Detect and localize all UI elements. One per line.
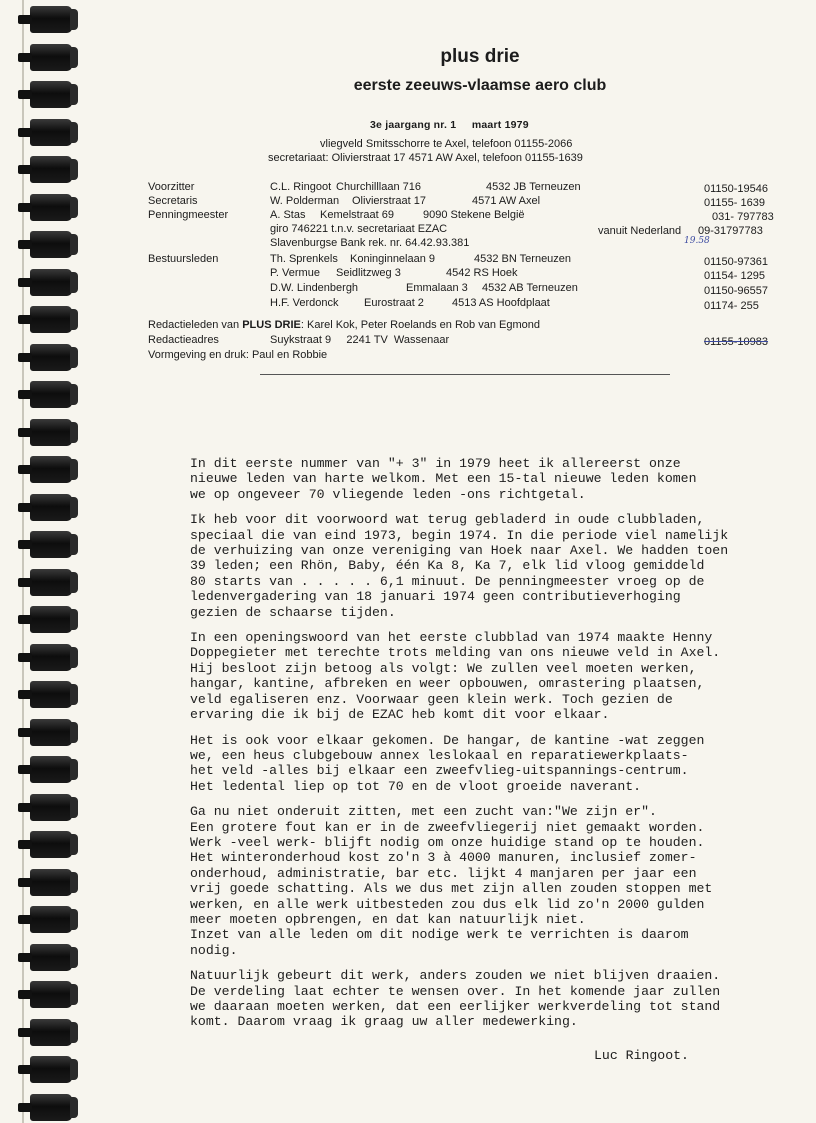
board-name: A. Stas bbox=[270, 209, 306, 221]
letter-paragraph: Het is ook voor elkaar gekomen. De hangar, de kantine -wat zeggen we, een heus clubgebouw annex leslokaal en reparatiewerkplaats- het veld -alles bij elkaar een zweefvlieg-uitspannings-centrum. Het ledental liep op tot 70 en de vloot groeide naverant. bbox=[190, 732, 705, 794]
binding-ring bbox=[30, 906, 72, 933]
signature: Luc Ringoot. bbox=[594, 1048, 689, 1063]
board-phone: 031- 797783 bbox=[712, 211, 774, 223]
editorial-members bbox=[148, 319, 540, 331]
member-phone: 01174- 255 bbox=[704, 300, 759, 312]
binding-ring bbox=[30, 944, 72, 971]
binding-ring bbox=[30, 681, 72, 708]
binding-ring bbox=[30, 156, 72, 183]
member-street: Eurostraat 2 bbox=[364, 297, 424, 309]
bank-line: Slavenburgse Bank rek. nr. 64.42.93.381 bbox=[270, 237, 470, 249]
member-name: H.F. Verdonck bbox=[270, 297, 339, 309]
binding-ring bbox=[30, 831, 72, 858]
editorial-label: Redactieleden van bbox=[148, 319, 240, 331]
binding-ring bbox=[30, 981, 72, 1008]
editorial-address: Suykstraat 9 2241 TV Wassenaar bbox=[270, 334, 450, 346]
design-value: Paul en Robbie bbox=[251, 349, 328, 361]
binding-ring bbox=[30, 306, 72, 333]
board-zip: 4571 AW Axel bbox=[472, 195, 541, 207]
member-phone: 01154- 1295 bbox=[704, 270, 765, 282]
binding-ring bbox=[30, 1056, 72, 1083]
members-label: Bestuursleden bbox=[148, 253, 219, 265]
binding-ring bbox=[30, 1019, 72, 1046]
binding-ring bbox=[30, 494, 72, 521]
board-phone: 01150-19546 bbox=[704, 183, 769, 195]
foreign-label: vanuit Nederland bbox=[598, 225, 682, 237]
binding-ring bbox=[30, 119, 72, 146]
binding-ring bbox=[30, 569, 72, 596]
foreword-letter bbox=[190, 456, 750, 1040]
design-credit bbox=[148, 349, 327, 361]
binding-ring bbox=[30, 344, 72, 371]
binding-ring bbox=[30, 44, 72, 71]
binding-ring bbox=[30, 381, 72, 408]
board-name: W. Polderman bbox=[270, 195, 340, 207]
board-phone: 01155- 1639 bbox=[704, 197, 765, 209]
member-name: Th. Sprenkels bbox=[270, 253, 338, 265]
header-divider bbox=[260, 374, 670, 375]
member-street: Koninginnelaan 9 bbox=[350, 253, 436, 265]
letter-paragraph: Ik heb voor dit voorwoord wat terug gebladerd in oude clubbladen, speciaal die van eind 1973, begin 1974. In die periode viel namelijk de verhuizing van onze vereniging van Hoek naar Axel. We hadden toen 39 leden; een Rhön, Baby, één Ka 8, Ka 7, elk lid vloog gemiddeld 80 starts van . . . . . 6,1 minuut. De penningmeester vroeg op de ledenvergadering van 18 januari 1974 geen contributieverhoging gezien de schaarse tijden. bbox=[190, 512, 729, 620]
binding-ring bbox=[30, 269, 72, 296]
binding-ring bbox=[30, 6, 72, 33]
member-street: Seidlitzweg 3 bbox=[336, 267, 401, 279]
member-street: Emmalaan 3 bbox=[406, 282, 468, 294]
board-role: Voorzitter bbox=[148, 181, 195, 193]
member-phone: 01150-97361 bbox=[704, 256, 769, 268]
design-label: Vormgeving en druk: bbox=[148, 349, 249, 361]
board-name: C.L. Ringoot bbox=[270, 181, 332, 193]
giro-line: giro 746221 t.n.v. secretariaat EZAC bbox=[270, 223, 448, 235]
spiral-binding bbox=[0, 0, 80, 1123]
binding-ring bbox=[30, 869, 72, 896]
member-zip: 4532 BN Terneuzen bbox=[474, 253, 572, 265]
member-zip: 4532 AB Terneuzen bbox=[482, 282, 578, 294]
club-name: eerste zeeuws-vlaamse aero club bbox=[353, 77, 607, 94]
letter-paragraph: In een openingswoord van het eerste clubblad van 1974 maakte Henny Doppegieter met terechte trots melding van ons nieuwe veld in Axel. Hij besloot zijn betoog als volgt: We zullen veel moeten werken, hangar, kantine, afbreken en weer opbouwen, omrastering plaatsen, veld egaliseren enz. Voorwaar geen klein werk. Toch gezien de ervaring die ik bij de EZAC heb komt dit voor elkaar. bbox=[190, 630, 721, 723]
member-zip: 4542 RS Hoek bbox=[446, 267, 518, 279]
binding-ring bbox=[30, 756, 72, 783]
binding-ring bbox=[30, 419, 72, 446]
board-zip: 4532 JB Terneuzen bbox=[486, 181, 581, 193]
board-role: Penningmeester bbox=[148, 209, 229, 221]
binding-ring bbox=[30, 81, 72, 108]
binding-ring bbox=[30, 231, 72, 258]
member-name: P. Vermue bbox=[270, 267, 320, 279]
issue-info: 3e jaargang nr. 1 maart 1979 bbox=[370, 119, 529, 131]
letter-paragraph: Natuurlijk gebeurt dit werk, anders zouden we niet blijven draaien. De verdeling laat echter te wensen over. In het komende jaar zullen we daaraan moeten werken, dat een eerlijker werkverdeling tot stand komt. Daarom vraag ik graag uw aller medewerking. bbox=[190, 968, 721, 1030]
binding-ring bbox=[30, 794, 72, 821]
magazine-title: plus drie bbox=[440, 46, 520, 67]
editorial-address-label: Redactieadres bbox=[148, 334, 219, 346]
foreign-phone: 09-31797783 bbox=[698, 225, 763, 237]
board-street: Kemelstraat 69 bbox=[320, 209, 394, 221]
magazine-name: PLUS DRIE bbox=[242, 319, 301, 331]
binding-ring bbox=[30, 456, 72, 483]
handwritten-note: 19.58 bbox=[684, 236, 710, 246]
secretariat-address: secretariaat: Olivierstraat 17 4571 AW Axel, telefoon 01155-1639 bbox=[268, 152, 583, 164]
letter-paragraph: Ga nu niet onderuit zitten, met een zucht van:"We zijn er". Een grotere fout kan er in de zweefvliegerij niet gemaakt worden. Werk -veel werk- blijft nodig om onze huidige stand op te houden. Het winteronderhoud kost zo'n 3 à 4000 manuren, inclusief zomer- onderhoud, administratie, bar etc. lijkt 4 manjaren per jaar een vrij goede schatting. Als we dus met zijn allen zouden stoppen met werken, en alle werk uitbesteden zou dus elk lid zo'n 2000 gulden meer moeten opbrengen, en dat kan natuurlijk niet. Inzet van alle leden om dit nodige werk te verrichten is daarom nodig. bbox=[190, 804, 713, 958]
board-street: Olivierstraat 17 bbox=[352, 195, 426, 207]
letter-paragraph: In dit eerste nummer van "+ 3" in 1979 heet ik allereerst onze nieuwe leden van harte welkom. Met een 15-tal nieuwe leden komen we op ongeveer 70 vliegende leden -ons richtgetal. bbox=[190, 456, 697, 502]
board-role: Secretaris bbox=[148, 195, 198, 207]
binding-ring bbox=[30, 644, 72, 671]
member-name: D.W. Lindenbergh bbox=[270, 282, 359, 294]
binding-ring bbox=[30, 194, 72, 221]
editorial-members-value: : Karel Kok, Peter Roelands en Rob van Egmond bbox=[300, 319, 540, 331]
binding-ring bbox=[30, 719, 72, 746]
binding-ring bbox=[30, 1094, 72, 1121]
member-zip: 4513 AS Hoofdplaat bbox=[452, 297, 550, 309]
airfield-address: vliegveld Smitsschorre te Axel, telefoon 01155-2066 bbox=[320, 138, 573, 150]
member-phone: 01150-96557 bbox=[704, 285, 769, 297]
binding-ring bbox=[30, 531, 72, 558]
binding-ring bbox=[30, 606, 72, 633]
board-zip: 9090 Stekene België bbox=[423, 209, 525, 221]
editorial-phone: 01155-10983 bbox=[704, 336, 769, 348]
board-street: Churchilllaan 716 bbox=[336, 181, 421, 193]
